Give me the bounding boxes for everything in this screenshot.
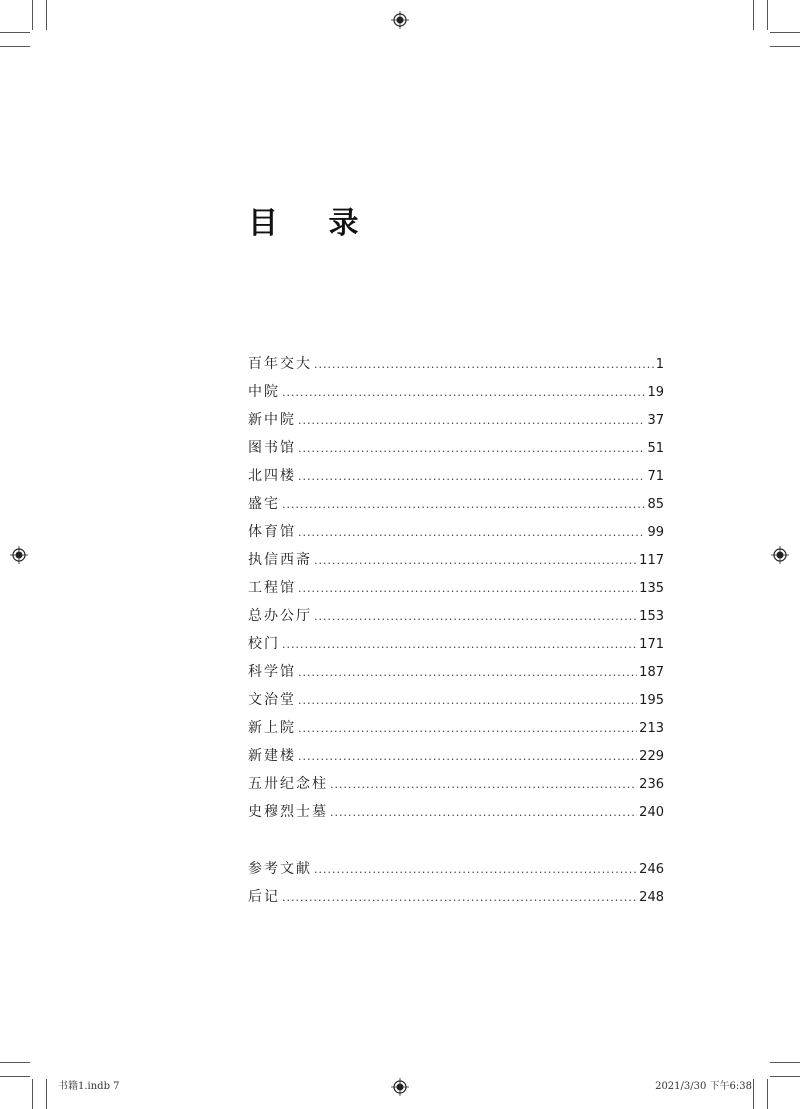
toc-entry (248, 350, 664, 378)
crop-mark (32, 0, 33, 30)
toc-entry-title: 文治堂 (248, 692, 296, 708)
toc-entry (248, 855, 664, 883)
crop-mark (753, 0, 754, 30)
toc-entry-page: 171 (639, 637, 664, 652)
toc-entry-page: 187 (639, 665, 664, 680)
crop-mark (32, 1079, 33, 1109)
toc-entry (248, 798, 664, 826)
toc-leader-dots (314, 351, 654, 379)
toc-entry-title: 总办公厅 (248, 608, 312, 624)
crop-mark (770, 32, 800, 33)
toc-entry (248, 770, 664, 798)
crop-mark (770, 46, 800, 47)
toc-back-list (248, 855, 664, 911)
toc-main-list (248, 350, 664, 826)
crop-mark (767, 0, 768, 30)
toc-leader-dots (298, 715, 637, 743)
toc-leader-dots (298, 407, 645, 435)
toc-entry-page: 51 (647, 441, 664, 456)
toc-leader-dots (298, 687, 637, 715)
toc-entry (248, 630, 664, 658)
toc-entry-page: 213 (639, 721, 664, 736)
toc-entry-page: 153 (639, 609, 664, 624)
toc-entry-title: 体育馆 (248, 524, 296, 540)
toc-entry (248, 602, 664, 630)
registration-mark-icon (391, 11, 409, 29)
toc-entry-page: 19 (647, 385, 664, 400)
toc-entry (248, 378, 664, 406)
registration-mark-icon (771, 546, 789, 564)
toc-leader-dots (298, 519, 645, 547)
toc-entry-title: 新中院 (248, 412, 296, 428)
toc-leader-dots (330, 771, 637, 799)
toc-leader-dots (282, 631, 637, 659)
toc-leader-dots (282, 379, 645, 407)
toc-entry-title: 图书馆 (248, 440, 296, 456)
crop-mark (46, 1079, 47, 1109)
toc-entry-page: 229 (639, 749, 664, 764)
toc-entry-title: 五卅纪念柱 (248, 776, 328, 792)
toc-entry-title: 史穆烈士墓 (248, 804, 328, 820)
toc-leader-dots (298, 435, 645, 463)
toc-leader-dots (282, 884, 637, 912)
toc-entry-page: 1 (655, 357, 664, 372)
crop-mark (770, 1062, 800, 1063)
toc-entry-title: 参考文献 (248, 861, 312, 877)
toc-leader-dots (298, 463, 645, 491)
toc-entry (248, 518, 664, 546)
crop-mark (46, 0, 47, 30)
crop-mark (0, 1062, 30, 1063)
toc-leader-dots (314, 547, 637, 575)
toc-entry-title: 科学馆 (248, 664, 296, 680)
toc-entry-page: 248 (639, 890, 664, 905)
toc-entry-page: 117 (639, 553, 664, 568)
toc-entry (248, 686, 664, 714)
toc-entry-title: 盛宅 (248, 496, 280, 512)
crop-mark (0, 32, 30, 33)
toc-entry-page: 37 (647, 413, 664, 428)
toc-entry-page: 236 (639, 777, 664, 792)
toc-entry (248, 434, 664, 462)
toc-entry-page: 246 (639, 862, 664, 877)
registration-mark-icon (391, 1078, 409, 1096)
toc-entry-title: 北四楼 (248, 468, 296, 484)
toc-entry-title: 后记 (248, 889, 280, 905)
toc-entry-page: 195 (639, 693, 664, 708)
toc-entry-title: 新建楼 (248, 748, 296, 764)
toc-entry (248, 546, 664, 574)
toc-leader-dots (298, 743, 637, 771)
toc-entry-title: 百年交大 (248, 356, 312, 372)
toc-leader-dots (314, 856, 637, 884)
toc-entry-title: 执信西斋 (248, 552, 312, 568)
toc-entry-page: 71 (647, 469, 664, 484)
toc-entry (248, 406, 664, 434)
toc-leader-dots (314, 603, 637, 631)
toc-entry-title: 中院 (248, 384, 280, 400)
toc-entry-title: 工程馆 (248, 580, 296, 596)
crop-mark (770, 1076, 800, 1077)
toc-entry (248, 658, 664, 686)
footer-file-info: 书籍1.indb 7 (58, 1081, 120, 1092)
toc-entry (248, 462, 664, 490)
registration-mark-icon (10, 546, 28, 564)
crop-mark (767, 1079, 768, 1109)
footer-timestamp: 2021/3/30 下午6:38 (655, 1081, 752, 1092)
toc-entry (248, 490, 664, 518)
toc-entry-page: 135 (639, 581, 664, 596)
toc-entry (248, 883, 664, 911)
toc-entry (248, 714, 664, 742)
toc-leader-dots (330, 799, 637, 827)
toc-entry (248, 574, 664, 602)
page-title: 目 录 (248, 206, 379, 241)
toc-leader-dots (298, 575, 637, 603)
toc-leader-dots (298, 659, 637, 687)
toc-entry-title: 校门 (248, 636, 280, 652)
toc-leader-dots (282, 491, 645, 519)
crop-mark (0, 46, 30, 47)
toc-entry-title: 新上院 (248, 720, 296, 736)
crop-mark (0, 1076, 30, 1077)
crop-mark (753, 1079, 754, 1109)
toc-entry (248, 742, 664, 770)
toc-entry-page: 85 (647, 497, 664, 512)
toc-entry-page: 240 (639, 805, 664, 820)
toc-entry-page: 99 (647, 525, 664, 540)
